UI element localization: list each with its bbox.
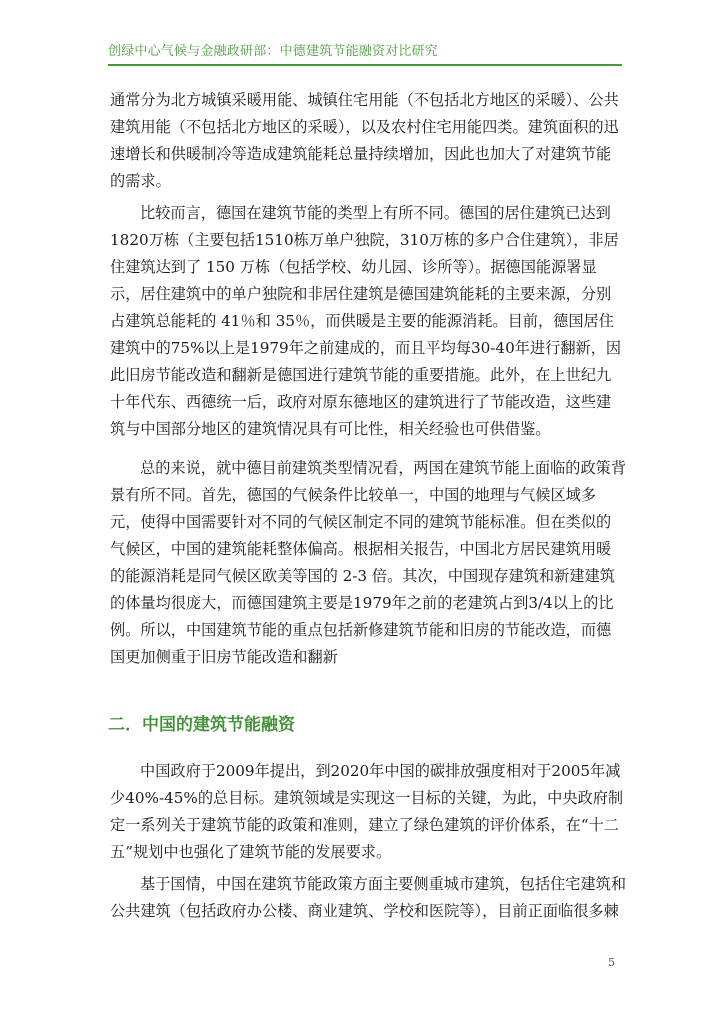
header-rule: [108, 64, 622, 66]
body-paragraph-1: 通常分为北方城镇采暖用能、城镇住宅用能（不包括北方地区的采暖）、公共建筑用能（不包括北方地区的采暖），以及农村住宅用能四类。建筑面积的迅速增长和供暖制冷等造成建筑能耗总量持续增加，因此也加大了对建筑节能的需求。: [110, 91, 619, 190]
section-paragraph-2: 基于国情，中国在建筑节能政策方面主要侧重城市建筑，包括住宅建筑和公共建筑（包括政府办公楼、商业建筑、学校和医院等），目前正面临很多棘: [110, 875, 626, 920]
body-paragraph-2: 比较而言，德国在建筑节能的类型上有所不同。德国的居住建筑已达到1820万栋（主要包括1510栋万单户独院，310万栋的多户合住建筑），非居住建筑达到了 150 万栋（包括学校、幼儿园、诊所等）。据德国能源署显示，居住建筑中的单户独院和非居住建筑是德国建筑能耗的主要来源，分别占建筑总能耗的 41％和 35％，而供暖是主要的能源消耗。目前，德国居住建筑中的75%以上是1979年之前建成的，而且平均每30-40年进行翻新，因此旧房节能改造和翻新是德国进行建筑节能的重要措施。此外，在上世纪九十年代东、西德统一后，政府对原东德地区的建筑进行了节能改造，这些建筑与中国部分地区的建筑情况具有可比性，相关经验也可供借鉴。: [110, 204, 622, 438]
section-heading: 二．中国的建筑节能融资: [108, 715, 295, 735]
page-number: 5: [608, 956, 615, 969]
body-paragraph-3: 总的来说，就中德目前建筑类型情况看，两国在建筑节能上面临的政策背景有所不同。首先，德国的气候条件比较单一，中国的地理与气候区域多元，使得中国需要针对不同的气候区制定不同的建筑节能标准。但在类似的气候区，中国的建筑能耗整体偏高。根据相关报告，中国北方居民建筑用暖的能源消耗是同气候区欧美等国的 2-3 倍。其次，中国现存建筑和新建建筑的体量均很庞大，而德国建筑主要是1979年之前的老建筑占到3/4以上的比例。所以，中国建筑节能的重点包括新修建筑节能和旧房的节能改造，而德国更加侧重于旧房节能改造和翻新: [110, 459, 626, 666]
running-header: 创绿中心气候与金融政研部：中德建筑节能融资对比研究: [108, 44, 439, 59]
section-paragraph-1: 中国政府于2009年提出，到2020年中国的碳排放强度相对于2005年减少40%-45%的总目标。建筑领域是实现这一目标的关键，为此，中央政府制定一系列关于建筑节能的政策和准则，建立了绿色建筑的评价体系，在“十二五”规划中也强化了建筑节能的发展要求。: [110, 762, 624, 861]
